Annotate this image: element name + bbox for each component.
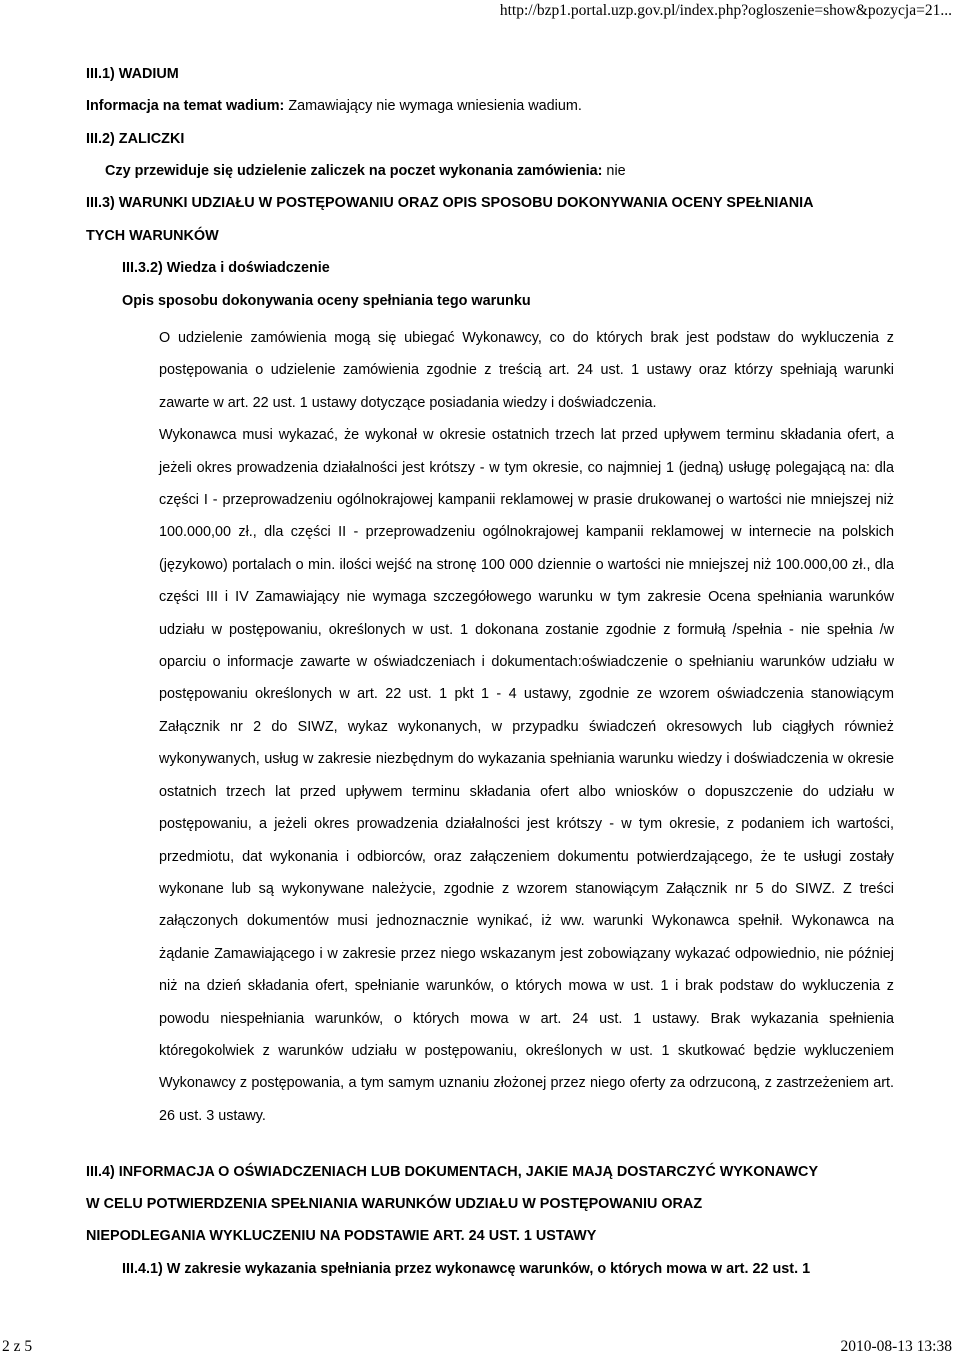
zaliczki-heading: III.2) ZALICZKI — [86, 131, 185, 147]
print-timestamp: 2010-08-13 13:38 — [840, 1338, 952, 1355]
wadium-label: Informacja na temat wadium: — [86, 98, 285, 114]
wadium-value: Zamawiający nie wymaga wniesienia wadium. — [284, 98, 582, 114]
warunki-heading-line-2: TYCH WARUNKÓW — [86, 228, 219, 244]
wiedza-heading: III.3.2) Wiedza i doświadczenie — [122, 260, 330, 276]
wadium-heading: III.1) WADIUM — [86, 66, 179, 82]
condition-description — [159, 322, 894, 1132]
paragraph-experience: Wykonawca musi wykazać, że wykonał w okresie ostatnich trzech lat przed upływem terminu składania ofert, a jeżeli okres prowadzenia działalności jest krótszy - w tym okresie, co najmniej 1 (jedną) usługę polegającą na: dla części I - przeprowadzeniu ogólnokrajowej kampanii reklamowej w prasie drukowanej o wartości nie mniejszej niż 100.000,00 zł., dla części II - przeprowadzeniu ogólnokrajowej kampanii reklamowej w internecie na polskich (językowo) portalach o min. ilości wejść na stronę 100 000 dziennie o wartości nie mniejszej niż 100.000,00 zł., dla części III i IV Zamawiający nie wymaga szczegółowego warunku w tym zakresie Ocena spełniania warunków udziału w postępowaniu, określonych w ust. 1 dokonana zostanie zgodnie z formułą /spełnia - nie spełnia /w oparciu o informacje zawarte w oświadczeniach i dokumentach:oświadczenie o spełnianiu warunków udziału w postępowaniu określonych w art. 22 ust. 1 pkt 1 - 4 ustawy, zgodnie ze wzorem oświadczenia stanowiącym Załącznik nr 2 do SIWZ, wykaz wykonanych, w przypadku świadczeń okresowych lub ciągłych również wykonywanych, usług w zakresie niezbędnym do wykazania spełniania warunku wiedzy i doświadczenia w okresie ostatnich trzech lat przed upływem terminu składania ofert albo wniosków o dopuszczenie do udziału w postępowaniu, a jeżeli okres prowadzenia działalności jest krótszy - w tym okresie, z podaniem ich wartości, przedmiotu, dat wykonania i odbiorców, oraz załączeniem dokumentu potwierdzającego, że te usługi zostały wykonane lub są wykonywane należycie, zgodnie z wzorem stanowiącym Załącznik nr 5 do SIWZ. Z treści załączonych dokumentów musi jednoznacznie wynikać, iż ww. warunki Wykonawca spełnił. Wykonawca na żądanie Zamawiającego i w zakresie przez niego wskazanym jest zobowiązany wykazać odpowiednio, nie później niż na dzień składania ofert, spełnianie warunków, o których mowa w ust. 1 i brak podstaw do wykluczenia z powodu niespełniania warunków, o których mowa w art. 24 ust. 1 ustawy. Brak wykazania spełnienia któregokolwiek z warunków udziału w postępowaniu, określonych w ust. 1 skutkować będzie wykluczeniem Wykonawcy z postępowania, a tym samym uznaniu złożonej przez niego oferty za odrzuconą, z zastrzeżeniem art. 26 ust. 3 ustawy. — [159, 427, 894, 1124]
info-heading-line-1: III.4) INFORMACJA O OŚWIADCZENIACH LUB DOKUMENTACH, JAKIE MAJĄ DOSTARCZYĆ WYKONAWCY — [86, 1164, 819, 1180]
wadium-info — [86, 97, 582, 115]
page-number: 2 z 5 — [2, 1338, 33, 1355]
paragraph-eligibility: O udzielenie zamówienia mogą się ubiegać Wykonawcy, co do których brak jest podstaw do wykluczenia z postępowania o udzielenie zamówienia zgodnie z treścią art. 24 ust. 1 ustawy oraz którzy spełniają warunki zawarte w art. 22 ust. 1 ustawy dotyczące posiadania wiedzy i doświadczenia. — [159, 330, 894, 411]
info-heading-line-2: W CELU POTWIERDZENIA SPEŁNIANIA WARUNKÓW UDZIAŁU W POSTĘPOWANIU ORAZ — [86, 1196, 703, 1212]
zaliczki-question: Czy przewiduje się udzielenie zaliczek na poczet wykonania zamówienia: — [105, 163, 603, 179]
zaliczki-info — [105, 162, 626, 180]
page-url: http://bzp1.portal.uzp.gov.pl/index.php?ogloszenie=show&pozycja=21... — [499, 2, 952, 19]
sub-heading: III.4.1) W zakresie wykazania spełniania przez wykonawcę warunków, o których mowa w art. 22 ust. 1 — [122, 1261, 811, 1277]
info-heading-line-3: NIEPODLEGANIA WYKLUCZENIU NA PODSTAWIE ART. 24 UST. 1 USTAWY — [86, 1228, 597, 1244]
warunki-heading-line-1: III.3) WARUNKI UDZIAŁU W POSTĘPOWANIU ORAZ OPIS SPOSOBU DOKONYWANIA OCENY SPEŁNIANIA — [86, 195, 814, 211]
opis-heading: Opis sposobu dokonywania oceny spełniania tego warunku — [122, 293, 531, 309]
zaliczki-answer: nie — [602, 163, 626, 179]
